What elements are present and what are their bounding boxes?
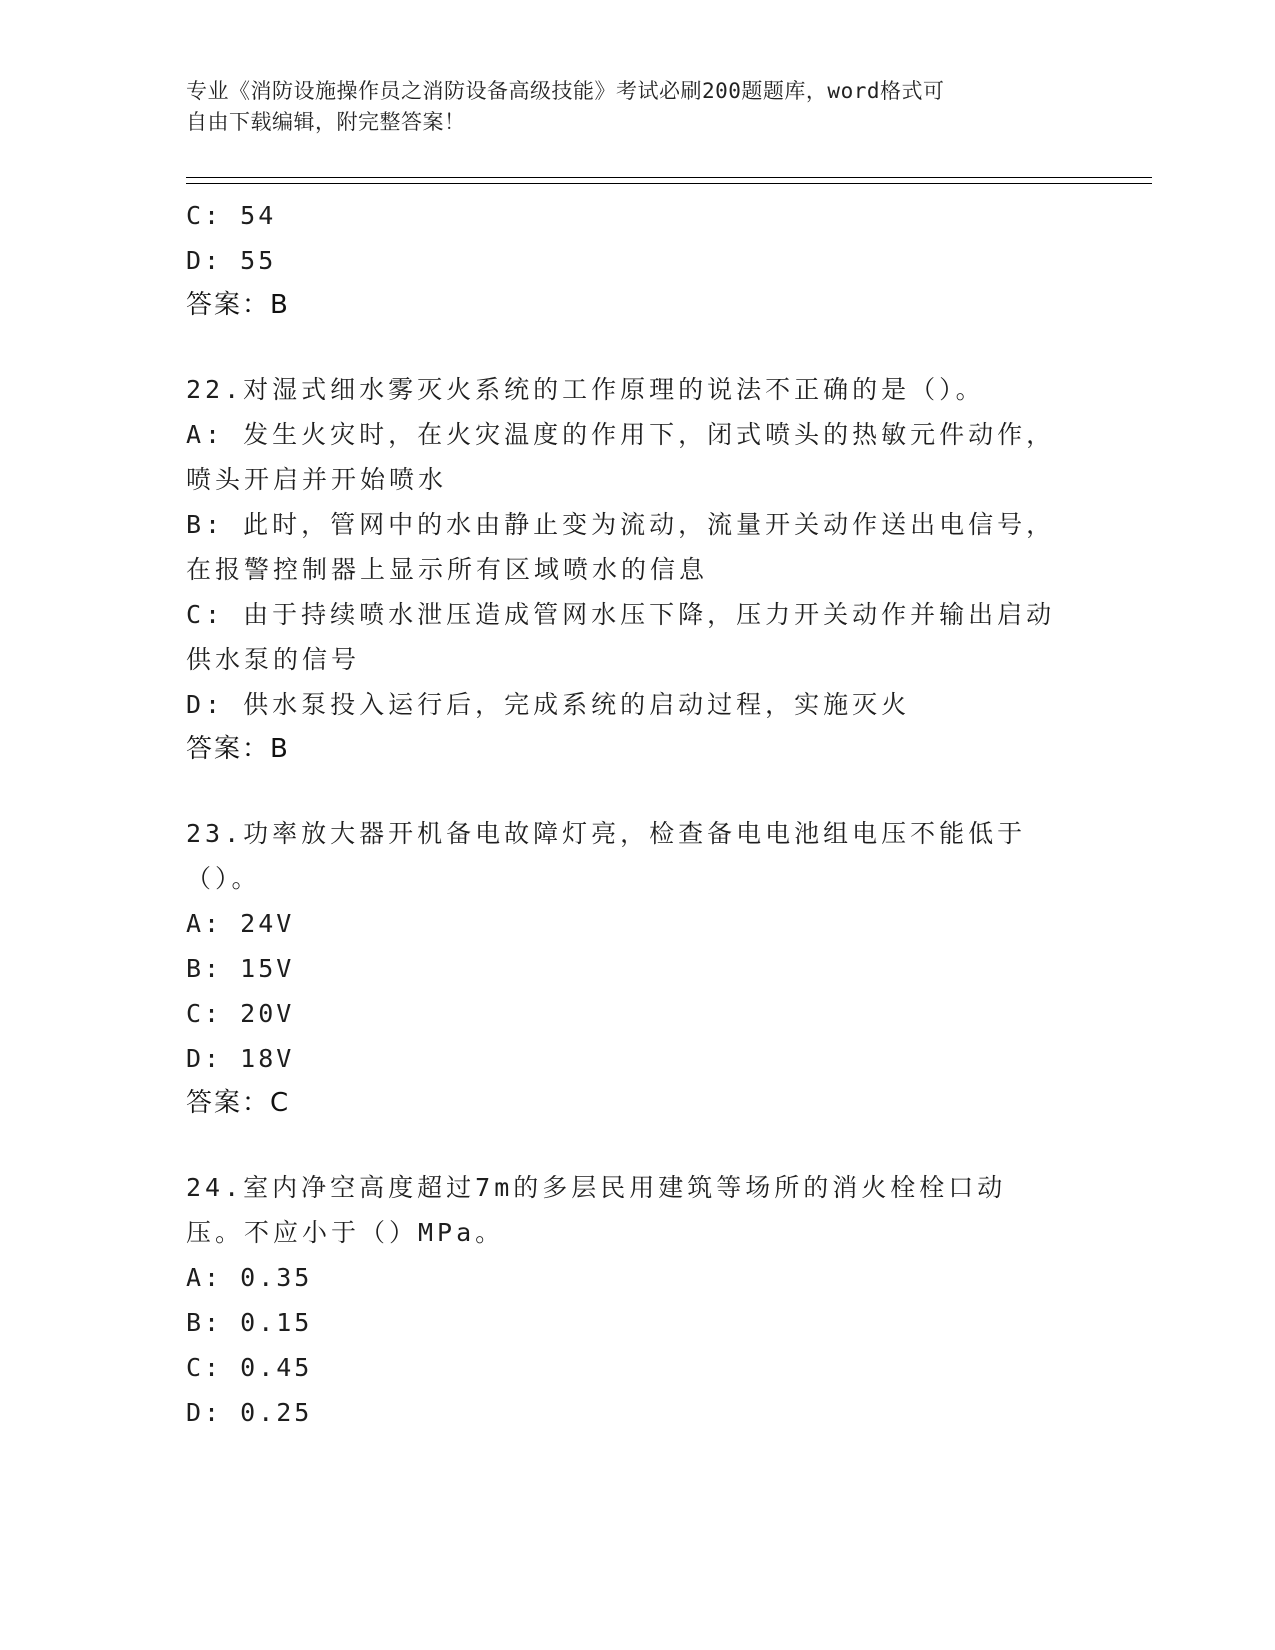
answer-line: 答案：B: [186, 290, 290, 320]
header-line-1: 专业《消防设施操作员之消防设备高级技能》考试必刷200题题库，word格式可: [186, 79, 945, 103]
question-21-tail: [186, 193, 1086, 328]
option-b: B: 0.15: [186, 1308, 313, 1337]
option-a: A: 发生火灾时，在火灾温度的作用下，闭式喷头的热敏元件动作，喷头开启并开始喷水: [186, 420, 1056, 494]
option-d: D: 供水泵投入运行后，完成系统的启动过程，实施灭火: [186, 690, 911, 719]
option-d: D: 18V: [186, 1044, 295, 1073]
document-body: [186, 193, 1086, 1435]
option-c: C: 0.45: [186, 1353, 313, 1382]
answer-line: 答案：B: [186, 734, 290, 764]
option-b: B: 此时，管网中的水由静止变为流动，流量开关动作送出电信号，在报警控制器上显示所有区域喷水的信息: [186, 510, 1056, 584]
option-a: A: 0.35: [186, 1263, 313, 1292]
question-23: [186, 811, 1086, 1126]
question-stem: 23.功率放大器开机备电故障灯亮，检查备电电池组电压不能低于（）。: [186, 819, 1027, 893]
option-a: A: 24V: [186, 909, 295, 938]
header-divider-bottom: [186, 183, 1152, 184]
header-line-2: 自由下载编辑，附完整答案！: [186, 110, 466, 134]
question-24: [186, 1165, 1086, 1435]
question-22: [186, 367, 1086, 772]
answer-line: 答案：C: [186, 1088, 291, 1118]
option-d: D: 55: [186, 246, 277, 275]
question-stem: 22.对湿式细水雾灭火系统的工作原理的说法不正确的是（）。: [186, 375, 985, 404]
question-stem: 24.室内净空高度超过7m的多层民用建筑等场所的消火栓栓口动压。不应小于（）MPa。: [186, 1173, 1007, 1247]
option-d: D: 0.25: [186, 1398, 313, 1427]
option-c: C: 由于持续喷水泄压造成管网水压下降，压力开关动作并输出启动供水泵的信号: [186, 600, 1056, 674]
header-divider-top: [186, 177, 1152, 178]
option-b: B: 15V: [186, 954, 295, 983]
document-header: [186, 76, 1086, 138]
option-c: C: 54: [186, 201, 277, 230]
option-c: C: 20V: [186, 999, 295, 1028]
